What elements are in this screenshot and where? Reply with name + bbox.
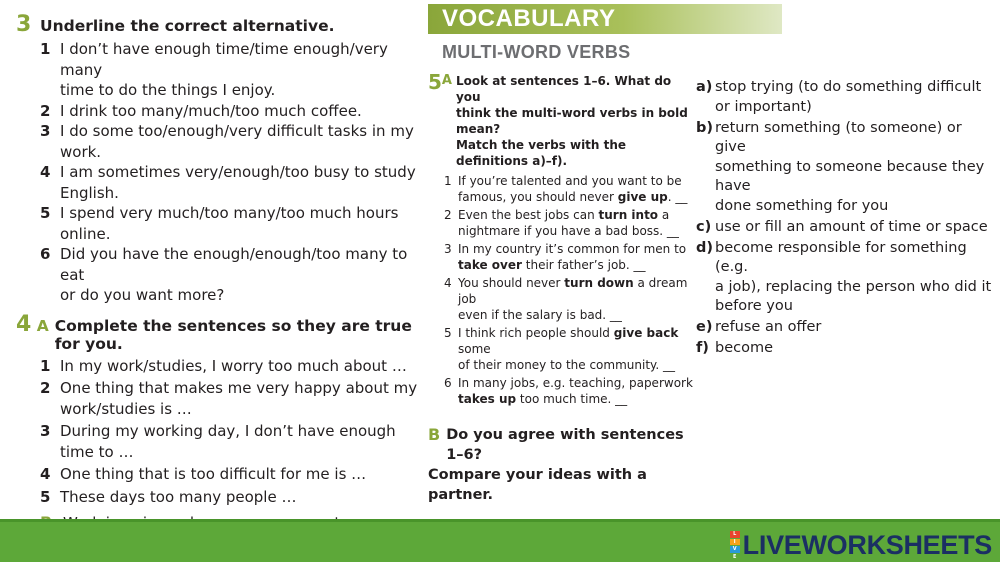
exercise-3 — [16, 12, 426, 306]
list-item — [444, 173, 698, 205]
item-text: I don’t have enough time/time enough/very many time to do the things I enjoy. — [60, 40, 388, 99]
definition-text: refuse an offer — [715, 319, 822, 335]
definition-letter: a) — [696, 79, 713, 95]
item-number: 1 — [444, 174, 452, 188]
liveworksheets-logo[interactable] — [730, 530, 992, 561]
list-item — [444, 241, 698, 273]
list-item — [40, 378, 426, 419]
item-number: 3 — [444, 242, 452, 256]
list-item — [40, 487, 426, 508]
list-item — [40, 464, 426, 485]
multi-word-verb: turn down — [564, 276, 634, 290]
multi-word-verb: takes up — [458, 392, 517, 406]
item-number: 4 — [444, 276, 452, 290]
part-letter: A — [441, 73, 452, 88]
exercise-4-items — [16, 356, 426, 508]
definition-letter: b) — [696, 119, 714, 136]
part-letter: B — [428, 425, 441, 444]
list-item — [40, 121, 426, 162]
definition-letter: f) — [696, 340, 709, 356]
item-number: 3 — [40, 122, 51, 140]
list-item — [40, 39, 426, 101]
exercise-number: 3 — [16, 12, 32, 37]
exercise-number: 4 — [16, 311, 32, 337]
exercise-5b-line-1: Do you agree with sentences 1–6? — [446, 427, 684, 463]
item-number: 6 — [444, 376, 452, 390]
item-text: I spend very much/too many/too much hours online. — [60, 204, 399, 243]
definition-item — [696, 119, 996, 217]
item-number: 3 — [40, 422, 51, 440]
list-item — [40, 101, 426, 122]
item-number: 1 — [40, 356, 51, 375]
item-number: 2 — [40, 101, 51, 120]
exercise-3-heading — [16, 12, 426, 37]
footer-bar — [0, 519, 1000, 562]
exercise-5-items — [444, 173, 698, 407]
left-column — [16, 12, 426, 532]
item-text: These days too many people … — [60, 487, 297, 506]
definition-text: use or fill an amount of time or space — [715, 218, 988, 235]
item-text: During my working day, I don’t have enough time to … — [60, 422, 396, 461]
definition-text: become — [715, 340, 774, 356]
multi-word-verb: turn into — [598, 208, 659, 222]
exercise-title: Complete the sentences so they are true for you. — [54, 316, 412, 353]
definition-letter: d) — [696, 239, 714, 256]
item-text: If you’re talented and you want to be famous, you should never give up. __ — [458, 174, 688, 204]
item-number: 2 — [444, 208, 452, 222]
definition-item — [696, 239, 996, 317]
exercise-3-items — [16, 39, 426, 306]
list-item — [40, 162, 426, 203]
exercise-5b-line-2: Compare your ideas with a partner. — [428, 467, 647, 503]
definition-text: become responsible for something (e.g. a job), replacing the person who did it before you — [715, 239, 992, 314]
definition-letter: e) — [696, 319, 713, 335]
definition-text: stop trying (to do something difficult or important) — [715, 79, 982, 115]
multi-word-verb: give up — [617, 190, 668, 204]
item-text: I do some too/enough/very difficult tasks in my work. — [60, 122, 414, 161]
part-letter: A — [36, 316, 49, 335]
list-item — [40, 421, 426, 462]
item-number: 4 — [40, 465, 51, 483]
middle-column — [428, 4, 698, 505]
item-number: 5 — [444, 326, 452, 340]
exercise-5b — [428, 425, 698, 505]
vocabulary-banner: VOCABULARY — [428, 4, 782, 34]
list-item — [40, 356, 426, 377]
item-number: 6 — [40, 245, 51, 263]
definition-item — [696, 318, 996, 338]
list-item — [444, 207, 698, 239]
exercise-4-heading — [16, 312, 426, 353]
exercise-4 — [16, 312, 426, 533]
item-text: I think rich people should give back some of their money to the community. __ — [458, 326, 679, 372]
definition-item — [696, 78, 996, 117]
item-text: Even the best jobs can turn into a nightmare if you have a bad boss. __ — [458, 208, 679, 238]
item-text: In my work/studies, I worry too much about … — [60, 356, 407, 375]
section-subtitle: MULTI-WORD VERBS — [442, 42, 631, 62]
item-number: 5 — [40, 204, 51, 222]
exercise-number: 5 — [428, 70, 442, 94]
item-text: You should never turn down a dream job even if the salary is bad. __ — [458, 276, 688, 322]
multi-word-verb: take over — [458, 258, 522, 272]
list-item — [40, 244, 426, 306]
logo-text: LIVEWORKSHEETS — [742, 530, 992, 560]
item-number: 5 — [40, 487, 51, 506]
item-text: One thing that is too difficult for me is … — [60, 465, 367, 483]
definition-text: return something (to someone) or give something to someone because they have done something for you — [715, 119, 985, 214]
exercise-instruction: Look at sentences 1–6. What do you think the multi-word verbs in bold mean? Match the verbs with the definitions a)–f). — [455, 74, 688, 168]
list-item — [444, 375, 698, 407]
item-text: In my country it’s common for men to take over their father’s job. __ — [458, 242, 687, 272]
item-number: 4 — [40, 163, 51, 181]
list-item — [444, 325, 698, 373]
item-text: I drink too many/much/too much coffee. — [60, 101, 362, 120]
definition-item — [696, 339, 996, 359]
logo-blocks-icon: L I V E — [730, 531, 740, 560]
exercise-5 — [428, 70, 698, 407]
item-text: One thing that makes me very happy about my work/studies is … — [60, 379, 418, 418]
definitions-column — [696, 78, 996, 360]
item-number: 2 — [40, 379, 51, 397]
item-number: 1 — [40, 40, 51, 58]
item-text: Did you have the enough/enough/too many to eat or do you want more? — [60, 245, 408, 304]
definition-letter: c) — [696, 218, 712, 235]
item-text: I am sometimes very/enough/too busy to study English. — [60, 163, 416, 202]
exercise-5-heading — [428, 70, 698, 169]
exercise-title: Underline the correct alternative. — [40, 17, 335, 35]
list-item — [444, 275, 698, 323]
list-item — [40, 203, 426, 244]
item-text: In many jobs, e.g. teaching, paperwork takes up too much time. __ — [458, 376, 693, 406]
definition-item — [696, 218, 996, 238]
multi-word-verb: give back — [613, 326, 679, 340]
